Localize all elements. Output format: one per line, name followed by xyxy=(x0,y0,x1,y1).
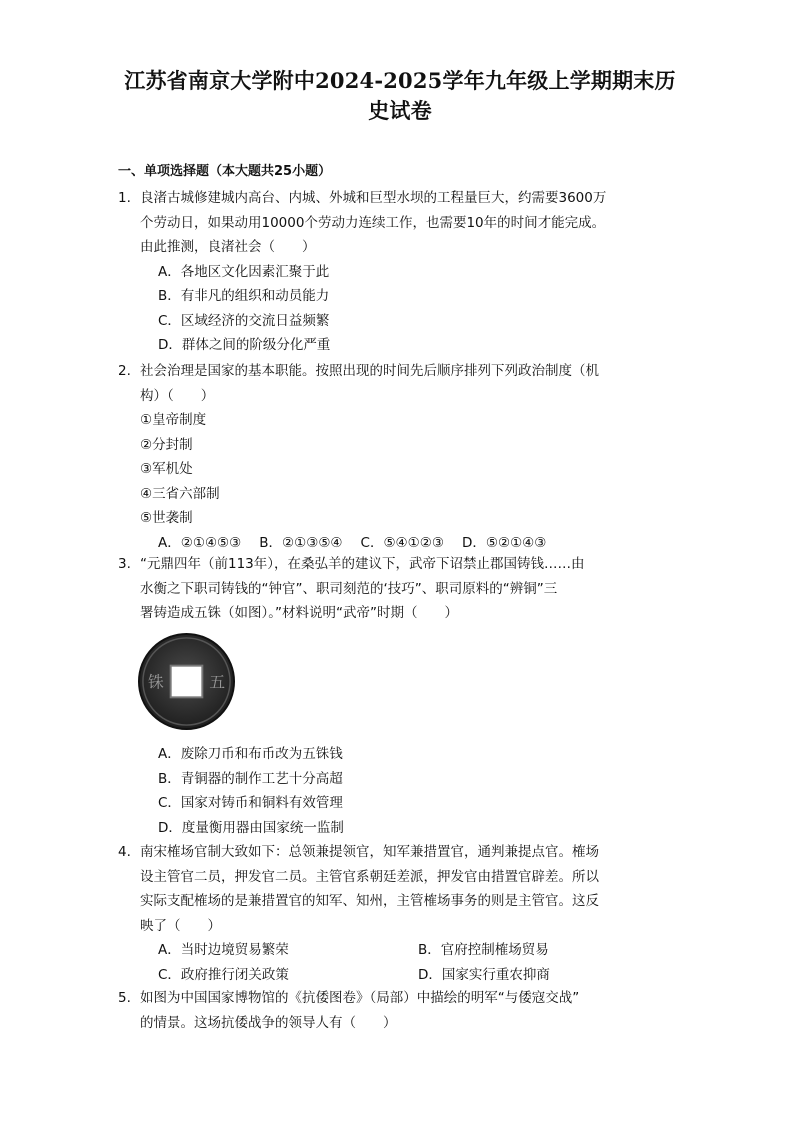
option-b[interactable]: B．②①③⑤④ xyxy=(259,534,343,551)
option-c[interactable]: C．区域经济的交流日益频繁 xyxy=(158,312,330,329)
question-3-options xyxy=(118,742,678,840)
question-4 xyxy=(118,840,678,987)
option-c[interactable]: C．⑤④①②③ xyxy=(360,534,444,551)
exam-title xyxy=(110,66,690,126)
option-c[interactable]: C．国家对铸币和铜料有效管理 xyxy=(158,795,343,811)
stem-line: 社会治理是国家的基本职能。按照出现的时间先后顺序排列下列政治制度（机 xyxy=(140,363,599,379)
question-2 xyxy=(118,359,678,555)
wuzhu-coin-image xyxy=(137,632,236,731)
option-d[interactable]: D．度量衡用器由国家统一监制 xyxy=(158,819,344,836)
question-number: 4. xyxy=(118,844,131,860)
option-d[interactable]: D．群体之间的阶级分化严重 xyxy=(158,337,331,353)
question-stem xyxy=(118,986,678,1035)
list-item: ④三省六部制 xyxy=(140,485,220,502)
list-item: ③军机处 xyxy=(140,461,193,477)
option-b[interactable]: B．官府控制榷场贸易 xyxy=(418,942,549,958)
list-item: ②分封制 xyxy=(140,436,193,453)
question-number: 5. xyxy=(118,990,131,1006)
options-row xyxy=(140,963,678,988)
stem-line: 由此推测，良渚社会（ ） xyxy=(140,239,316,255)
question-number: 2. xyxy=(118,363,131,379)
title-line-1: 江苏省南京大学附中2024-2025学年九年级上学期期末历 xyxy=(124,68,676,93)
coin-char-left: 铢 xyxy=(147,672,164,692)
question-stem xyxy=(118,186,678,358)
stem-line: 署铸造成五铢（如图）。”材料说明“武帝”时期（ ） xyxy=(140,605,458,621)
option-a[interactable]: A．当时边境贸易繁荣 xyxy=(158,942,289,958)
stem-line: 良渚古城修建城内高台、内城、外城和巨型水坝的工程量巨大，约需要3600万 xyxy=(140,190,607,206)
stem-line: 南宋榷场官制大致如下：总领兼提领官，知军兼措置官，通判兼提点官。榷场 xyxy=(140,844,599,860)
option-a[interactable]: A．各地区文化因素汇聚于此 xyxy=(158,263,330,280)
option-d[interactable]: D．⑤②①④③ xyxy=(461,534,547,551)
options-block xyxy=(118,742,678,840)
list-item: ①皇帝制度 xyxy=(140,412,207,428)
question-5 xyxy=(118,986,678,1035)
question-stem xyxy=(118,359,678,555)
question-number: 1. xyxy=(118,190,131,206)
stem-line: 构）（ ） xyxy=(140,387,215,404)
question-1 xyxy=(118,186,678,358)
coin-char-right: 五 xyxy=(209,672,226,692)
stem-line: 的情景。这场抗倭战争的领导人有（ ） xyxy=(140,1014,397,1031)
option-c[interactable]: C．政府推行闭关政策 xyxy=(158,966,289,983)
title-line-2: 史试卷 xyxy=(368,98,432,123)
question-3 xyxy=(118,552,678,626)
option-a[interactable]: A．②①④⑤③ xyxy=(158,534,242,551)
section-heading: 一、单项选择题（本大题共25小题） xyxy=(118,164,332,179)
option-a[interactable]: A．废除刀币和布币改为五铢钱 xyxy=(158,746,343,762)
option-b[interactable]: B．有非凡的组织和动员能力 xyxy=(158,288,330,304)
stem-line: “元鼎四年（前113年），在桑弘羊的建议下，武帝下诏禁止郡国铸钱……由 xyxy=(140,556,585,572)
question-stem xyxy=(118,552,678,626)
options-row xyxy=(140,938,678,963)
stem-line: 映了（ ） xyxy=(140,917,221,934)
list-item: ⑤世袭制 xyxy=(140,510,193,526)
stem-line: 水衡之下职司铸钱的“钟官”、职司刻范的‘技巧”、职司原料的“辨铜”三 xyxy=(140,580,558,597)
stem-line: 个劳动日，如果动用10000个劳动力连续工作，也需要10年的时间才能完成。 xyxy=(140,214,606,231)
question-number: 3. xyxy=(118,556,131,572)
stem-line: 如图为中国国家博物馆的《抗倭图卷》（局部）中描绘的明军“与倭寇交战” xyxy=(140,990,580,1006)
question-stem xyxy=(118,840,678,987)
stem-line: 实际支配榷场的是兼措置官的知军、知州，主管榷场事务的则是主管官。这反 xyxy=(140,893,599,909)
stem-line: 设主管官二员，押发官二员。主管官系朝廷差派，押发官由措置官辟差。所以 xyxy=(140,868,599,885)
option-b[interactable]: B．青铜器的制作工艺十分高超 xyxy=(158,770,343,787)
option-d[interactable]: D．国家实行重农抑商 xyxy=(418,966,550,983)
